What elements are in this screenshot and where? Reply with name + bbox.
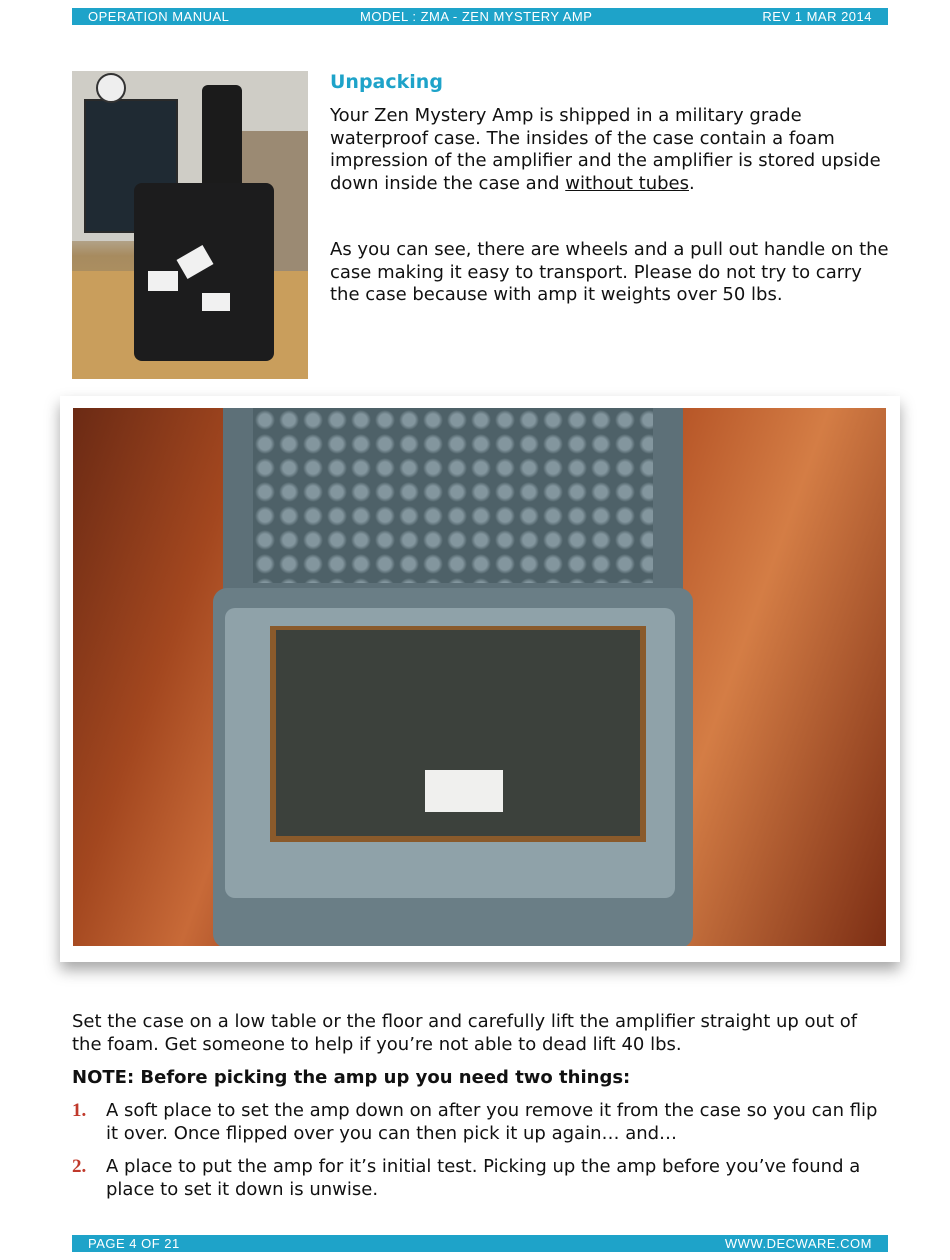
clock-icon xyxy=(96,73,126,103)
paragraph-shipping xyxy=(330,105,890,195)
list-number: 1. xyxy=(72,1100,87,1121)
without-tubes-text: without tubes xyxy=(565,172,689,194)
header-center: MODEL : ZMA - ZEN MYSTERY AMP xyxy=(360,9,593,24)
paragraph-transport: As you can see, there are wheels and a pull out handle on the case making it easy to transport. Please do not try to carry the case because with amp it weights over 50 lbs. xyxy=(330,239,889,306)
header-right: REV 1 MAR 2014 xyxy=(762,9,872,24)
note-heading: NOTE: Before picking the amp up you need two things: xyxy=(72,1067,631,1088)
footer-url[interactable]: WWW.DECWARE.COM xyxy=(724,1236,872,1251)
list-text: A place to put the amp for it’s initial test. Picking up the amp before you’ve found a place to set it down is unwise. xyxy=(106,1156,861,1200)
list-text: A soft place to set the amp down on after you remove it from the case so you can flip it over. Once flipped over you can then pick it up again… and… xyxy=(106,1100,878,1144)
section-title: Unpacking xyxy=(330,71,443,93)
header-bar xyxy=(72,8,888,25)
page-number: PAGE 4 OF 21 xyxy=(88,1236,180,1251)
footer-bar xyxy=(72,1235,888,1252)
open-case-photo xyxy=(73,408,886,946)
header-left: OPERATION MANUAL xyxy=(88,9,230,24)
para1-text: Your Zen Mystery Amp is shipped in a military grade waterproof case. The insides of the case contain a foam impression of the amplifier and the amplifier is stored upside down inside the case and xyxy=(330,105,881,194)
list-number: 2. xyxy=(72,1156,87,1177)
case-photo xyxy=(72,71,308,379)
paragraph-lift: Set the case on a low table or the floor and carefully lift the amplifier straight up out of the foam. Get someone to help if you’re not able to dead lift 40 lbs. xyxy=(72,1011,858,1055)
para1-end: . xyxy=(688,172,695,194)
